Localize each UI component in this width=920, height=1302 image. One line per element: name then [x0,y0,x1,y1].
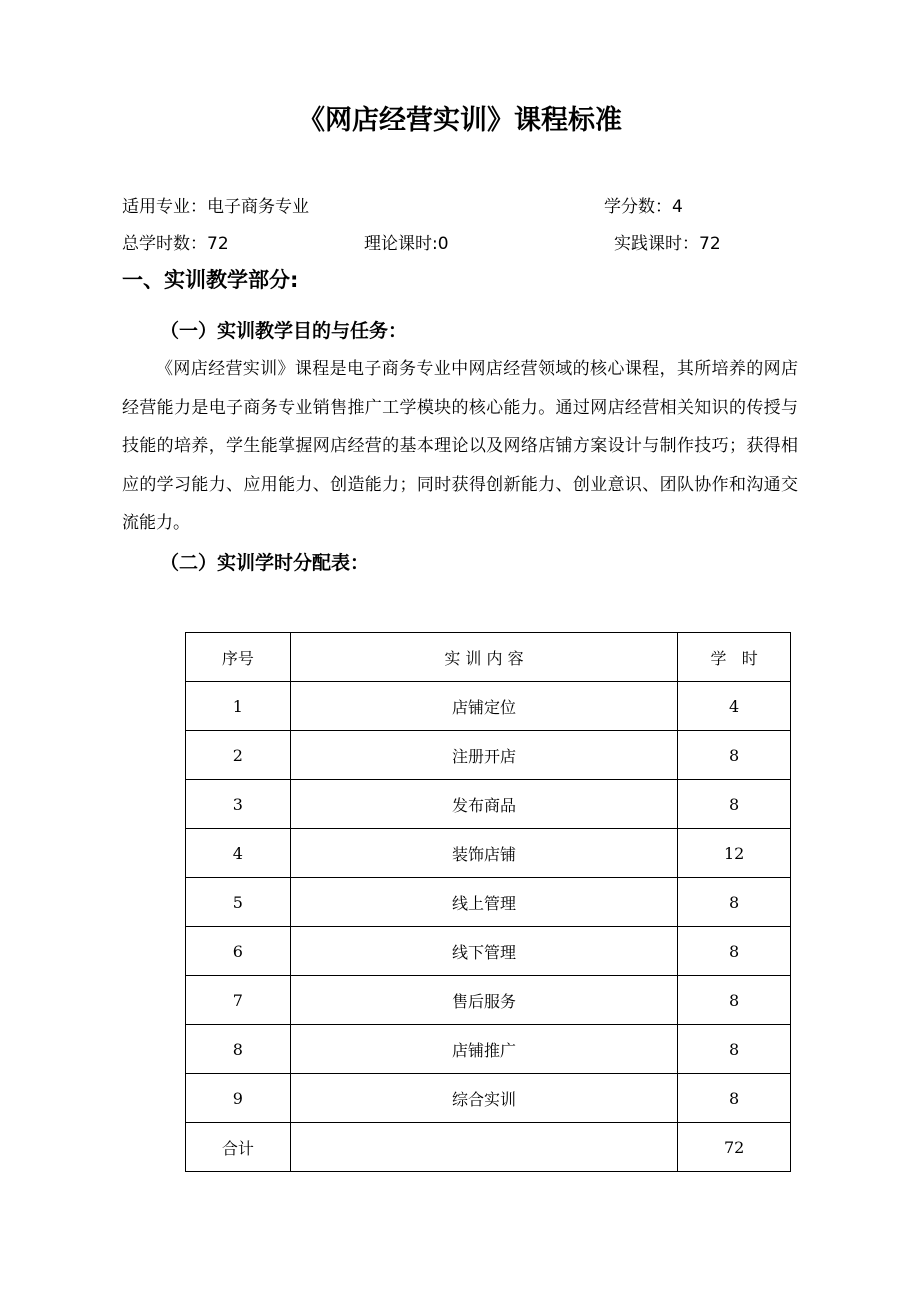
row-hours: 8 [678,780,791,829]
row-hours: 8 [678,927,791,976]
row-hours: 4 [678,682,791,731]
row-hours: 12 [678,829,791,878]
objectives-paragraph: 《网店经营实训》课程是电子商务专业中网店经营领域的核心课程，其所培养的网店经营能力是电子商务专业销售推广工学模块的核心能力。通过网店经营相关知识的传授与技能的培养，学生能掌握网店经营的基本理论以及网络店铺方案设计与制作技巧；获得相应的学习能力、应用能力、创造能力；同时获得创新能力、创业意识、团队协作和沟通交流能力。 [122,359,798,533]
table-row [186,1074,791,1123]
row-hours: 8 [678,1074,791,1123]
row-number: 6 [186,927,291,976]
table-total-row [186,1123,791,1172]
header-content: 实 训 内 容 [290,633,678,682]
row-hours: 8 [678,1025,791,1074]
applicable-major: 适用专业：电子商务专业 [122,197,309,217]
table-header-row [186,633,791,682]
row-hours: 8 [678,878,791,927]
row-number: 7 [186,976,291,1025]
row-content: 店铺推广 [290,1025,678,1074]
row-content: 综合实训 [290,1074,678,1123]
total-hours: 总学时数：72 [122,234,229,254]
row-content: 店铺定位 [290,682,678,731]
row-content: 注册开店 [290,731,678,780]
table-row [186,976,791,1025]
row-hours: 8 [678,731,791,780]
header-hours: 学 时 [678,633,791,682]
table-row [186,731,791,780]
row-number: 3 [186,780,291,829]
row-content: 发布商品 [290,780,678,829]
row-number: 2 [186,731,291,780]
table-row [186,1025,791,1074]
row-content: 线上管理 [290,878,678,927]
total-content [290,1123,678,1172]
row-hours: 8 [678,976,791,1025]
section-heading-training: 一、实训教学部分: [122,268,299,292]
row-content: 线下管理 [290,927,678,976]
table-row [186,878,791,927]
header-number: 序号 [186,633,291,682]
table-row [186,682,791,731]
subsection-heading-objectives: （一）实训教学目的与任务： [160,320,408,342]
table-row [186,829,791,878]
theory-hours: 理论课时:0 [364,234,449,254]
hours-allocation-table [185,632,791,1172]
row-number: 4 [186,829,291,878]
total-hours-value: 72 [678,1123,791,1172]
total-label: 合计 [186,1123,291,1172]
practice-hours: 实践课时：72 [614,234,721,254]
document-title: 《网店经营实训》课程标准 [298,105,622,136]
row-number: 1 [186,682,291,731]
credits: 学分数：4 [604,197,683,217]
subsection-heading-schedule: （二）实训学时分配表： [160,552,370,574]
row-content: 装饰店铺 [290,829,678,878]
row-number: 5 [186,878,291,927]
row-number: 9 [186,1074,291,1123]
table-row [186,927,791,976]
row-number: 8 [186,1025,291,1074]
table-row [186,780,791,829]
row-content: 售后服务 [290,976,678,1025]
